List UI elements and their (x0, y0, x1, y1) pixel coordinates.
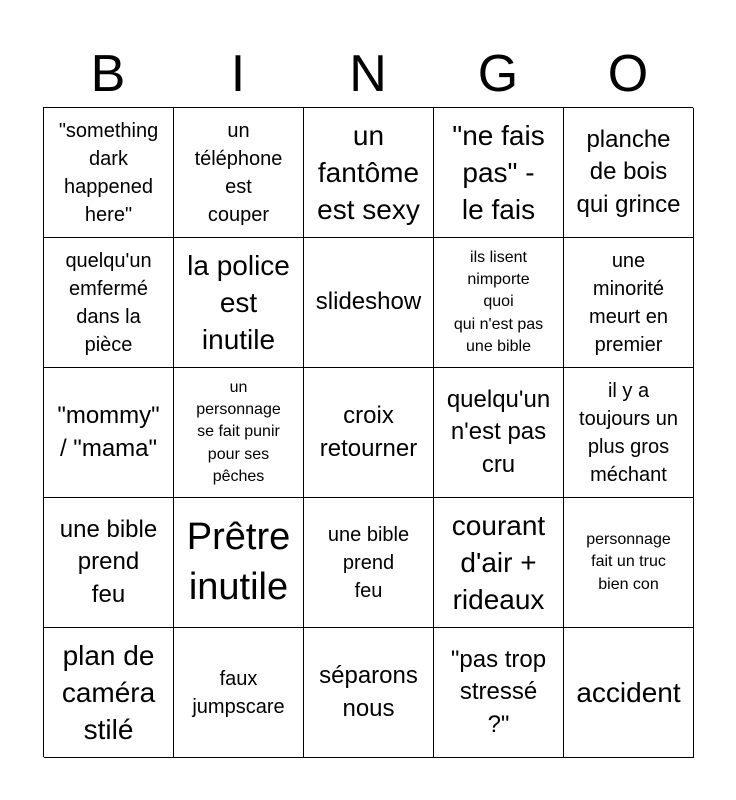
bingo-cell-r4-c1[interactable] (44, 498, 174, 628)
bingo-cell-label: courant d'air + rideaux (451, 509, 546, 616)
bingo-cell-label: un fantôme est sexy (317, 119, 420, 226)
bingo-cell-r2-c5[interactable] (564, 238, 694, 368)
bingo-cell-r3-c3[interactable] (304, 368, 434, 498)
bingo-cell-r3-c5[interactable] (564, 368, 694, 498)
bingo-cell-label: plan de caméra stilé (61, 639, 156, 746)
bingo-cell-label: la police est inutile (187, 249, 290, 356)
bingo-cell-label: accident (576, 676, 681, 708)
bingo-cell-r5-c5[interactable] (564, 628, 694, 758)
bingo-cell-label: un personnage se fait punir pour ses pêches (196, 378, 281, 486)
bingo-cell-r1-c1[interactable] (44, 108, 174, 238)
bingo-cell-r4-c4[interactable] (434, 498, 564, 628)
bingo-cell-label: une bible prend feu (327, 523, 410, 602)
bingo-cell-label: une bible prend feu (59, 515, 158, 608)
bingo-cell-r4-c2[interactable] (174, 498, 304, 628)
bingo-cell-r5-c3[interactable] (304, 628, 434, 758)
header-letter-g: G (477, 45, 519, 103)
bingo-cell-label: personnage fait un truc bien con (586, 530, 671, 593)
bingo-cell-label: planche de bois qui grince (576, 125, 681, 218)
bingo-cell-r2-c2[interactable] (174, 238, 304, 368)
bingo-board (43, 107, 693, 757)
bingo-cell-r1-c3[interactable] (304, 108, 434, 238)
bingo-cell-r3-c4[interactable] (434, 368, 564, 498)
bingo-cell-r3-c2[interactable] (174, 368, 304, 498)
bingo-cell-r5-c1[interactable] (44, 628, 174, 758)
bingo-cell-r2-c1[interactable] (44, 238, 174, 368)
bingo-cell-r4-c5[interactable] (564, 498, 694, 628)
bingo-cell-label: une minorité meurt en premier (589, 249, 668, 356)
bingo-cell-label: il y a toujours un plus gros méchant (579, 379, 678, 486)
bingo-cell-r5-c2[interactable] (174, 628, 304, 758)
bingo-cell-label: quelqu'un n'est pas cru (446, 385, 551, 478)
header-letter-n: N (349, 45, 387, 103)
bingo-cell-label: ils lisent nimporte quoi qui n'est pas une bible (453, 248, 544, 356)
bingo-cell-label: un téléphone est couper (194, 119, 283, 226)
bingo-cell-label: séparons nous (319, 662, 418, 722)
bingo-cell-r2-c3[interactable] (304, 238, 434, 368)
bingo-cell-label: "something dark happened here" (58, 119, 159, 226)
bingo-cell-r1-c4[interactable] (434, 108, 564, 238)
bingo-cell-r5-c4[interactable] (434, 628, 564, 758)
bingo-cell-r3-c1[interactable] (44, 368, 174, 498)
bingo-cell-label: "ne fais pas" - le fais (452, 119, 545, 226)
bingo-cell-r2-c4[interactable] (434, 238, 564, 368)
header-letter-b: B (90, 45, 126, 103)
bingo-cell-label: croix retourner (319, 402, 418, 462)
bingo-cell-r1-c5[interactable] (564, 108, 694, 238)
bingo-cell-label: "mommy" / "mama" (57, 402, 160, 462)
header-letter-i: I (230, 45, 246, 103)
bingo-cell-r4-c3[interactable] (304, 498, 434, 628)
header-letter-o: O (607, 45, 649, 103)
bingo-cell-r1-c2[interactable] (174, 108, 304, 238)
bingo-cell-label: "pas trop stressé ?" (450, 645, 547, 738)
bingo-cell-label: quelqu'un emfermé dans la pièce (65, 249, 152, 356)
bingo-cell-label: faux jumpscare (192, 667, 285, 718)
bingo-header (43, 40, 693, 108)
bingo-cell-label: slideshow (315, 288, 422, 316)
bingo-cell-label: Prêtre inutile (186, 516, 291, 608)
